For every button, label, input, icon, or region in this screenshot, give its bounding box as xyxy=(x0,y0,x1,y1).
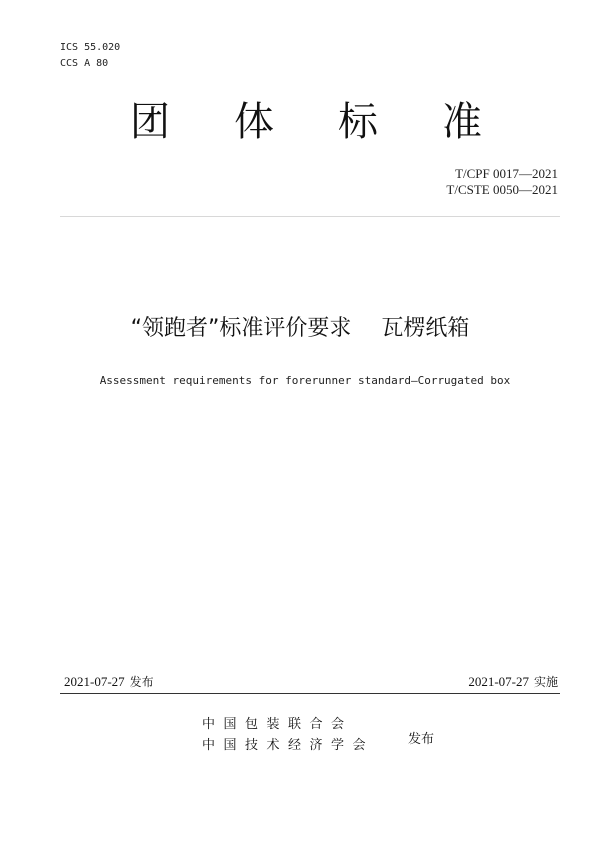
implement-date xyxy=(468,674,558,690)
ccs-code: CCS A 80 xyxy=(60,58,109,69)
standard-code-cpf: T/CPF 0017—2021 xyxy=(455,166,558,181)
implement-date-value: 2021-07-27 xyxy=(468,674,529,689)
standard-code-cste: T/CSTE 0050—2021 xyxy=(446,182,558,197)
bottom-divider xyxy=(60,693,560,694)
release-date-value: 2021-07-27 xyxy=(64,674,125,689)
title-cn-part1: “领跑者”标准评价要求 xyxy=(130,316,352,341)
main-title xyxy=(0,96,600,152)
implement-label: 实施 xyxy=(533,675,558,689)
main-title-char: 标 xyxy=(338,99,378,145)
main-title-char: 团 xyxy=(130,99,170,145)
document-title-en: Assessment requirements for forerunner standard—Corrugated box xyxy=(99,374,511,387)
standard-codes xyxy=(446,166,558,198)
ics-code: ICS 55.020 xyxy=(60,42,121,53)
document-title-cn xyxy=(0,314,600,344)
release-date xyxy=(64,674,154,690)
classification-codes xyxy=(60,40,120,72)
publish-label: 发布 xyxy=(408,732,435,747)
title-cn-part2: 瓦楞纸箱 xyxy=(381,316,470,341)
main-title-char: 体 xyxy=(234,99,274,145)
release-label: 发布 xyxy=(129,675,154,689)
top-divider xyxy=(60,216,560,217)
publisher-org-2: 中国技术经济学会 xyxy=(202,738,375,753)
publisher-org-1: 中国包装联合会 xyxy=(202,717,353,732)
main-title-char: 准 xyxy=(442,99,482,145)
